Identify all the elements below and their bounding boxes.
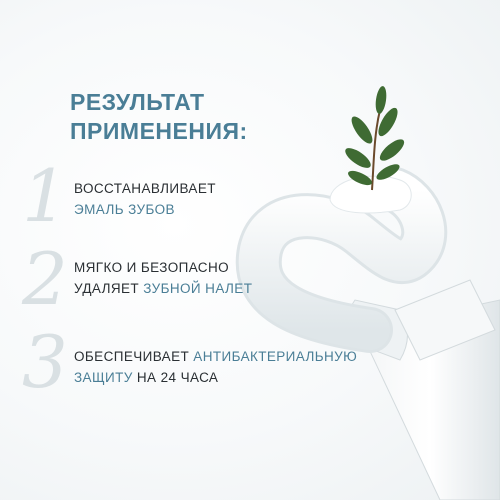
benefit-3-highlight-2: ЗАЩИТУ xyxy=(74,370,133,385)
title-line-2: ПРИМЕНЕНИЯ: xyxy=(70,118,248,144)
benefit-3-plain-1: ОБЕСПЕЧИВАЕТ xyxy=(74,349,194,364)
benefit-2 xyxy=(74,257,252,299)
benefit-1-line-1: ВОССТАНАВЛИВАЕТ xyxy=(74,181,216,196)
benefit-2-highlight: ЗУБНОЙ НАЛЕТ xyxy=(143,281,253,296)
benefit-3-plain-2: НА 24 ЧАСА xyxy=(132,370,219,385)
title-line-1: РЕЗУЛЬТАТ xyxy=(70,89,205,115)
benefit-3 xyxy=(74,346,357,388)
paste-swirl xyxy=(259,176,425,330)
benefit-2-line-1: МЯГКО И БЕЗОПАСНО xyxy=(74,260,230,275)
benefit-3-highlight-1: АНТИБАКТЕРИАЛЬНУЮ xyxy=(193,349,358,364)
benefit-1-highlight: ЭМАЛЬ ЗУБОВ xyxy=(74,202,175,217)
number-1: 1 xyxy=(22,154,68,238)
number-3: 3 xyxy=(22,320,68,404)
benefit-2-plain: УДАЛЯЕТ xyxy=(74,281,144,296)
benefit-1 xyxy=(74,178,216,220)
page-title xyxy=(70,88,248,146)
number-2: 2 xyxy=(22,237,68,321)
